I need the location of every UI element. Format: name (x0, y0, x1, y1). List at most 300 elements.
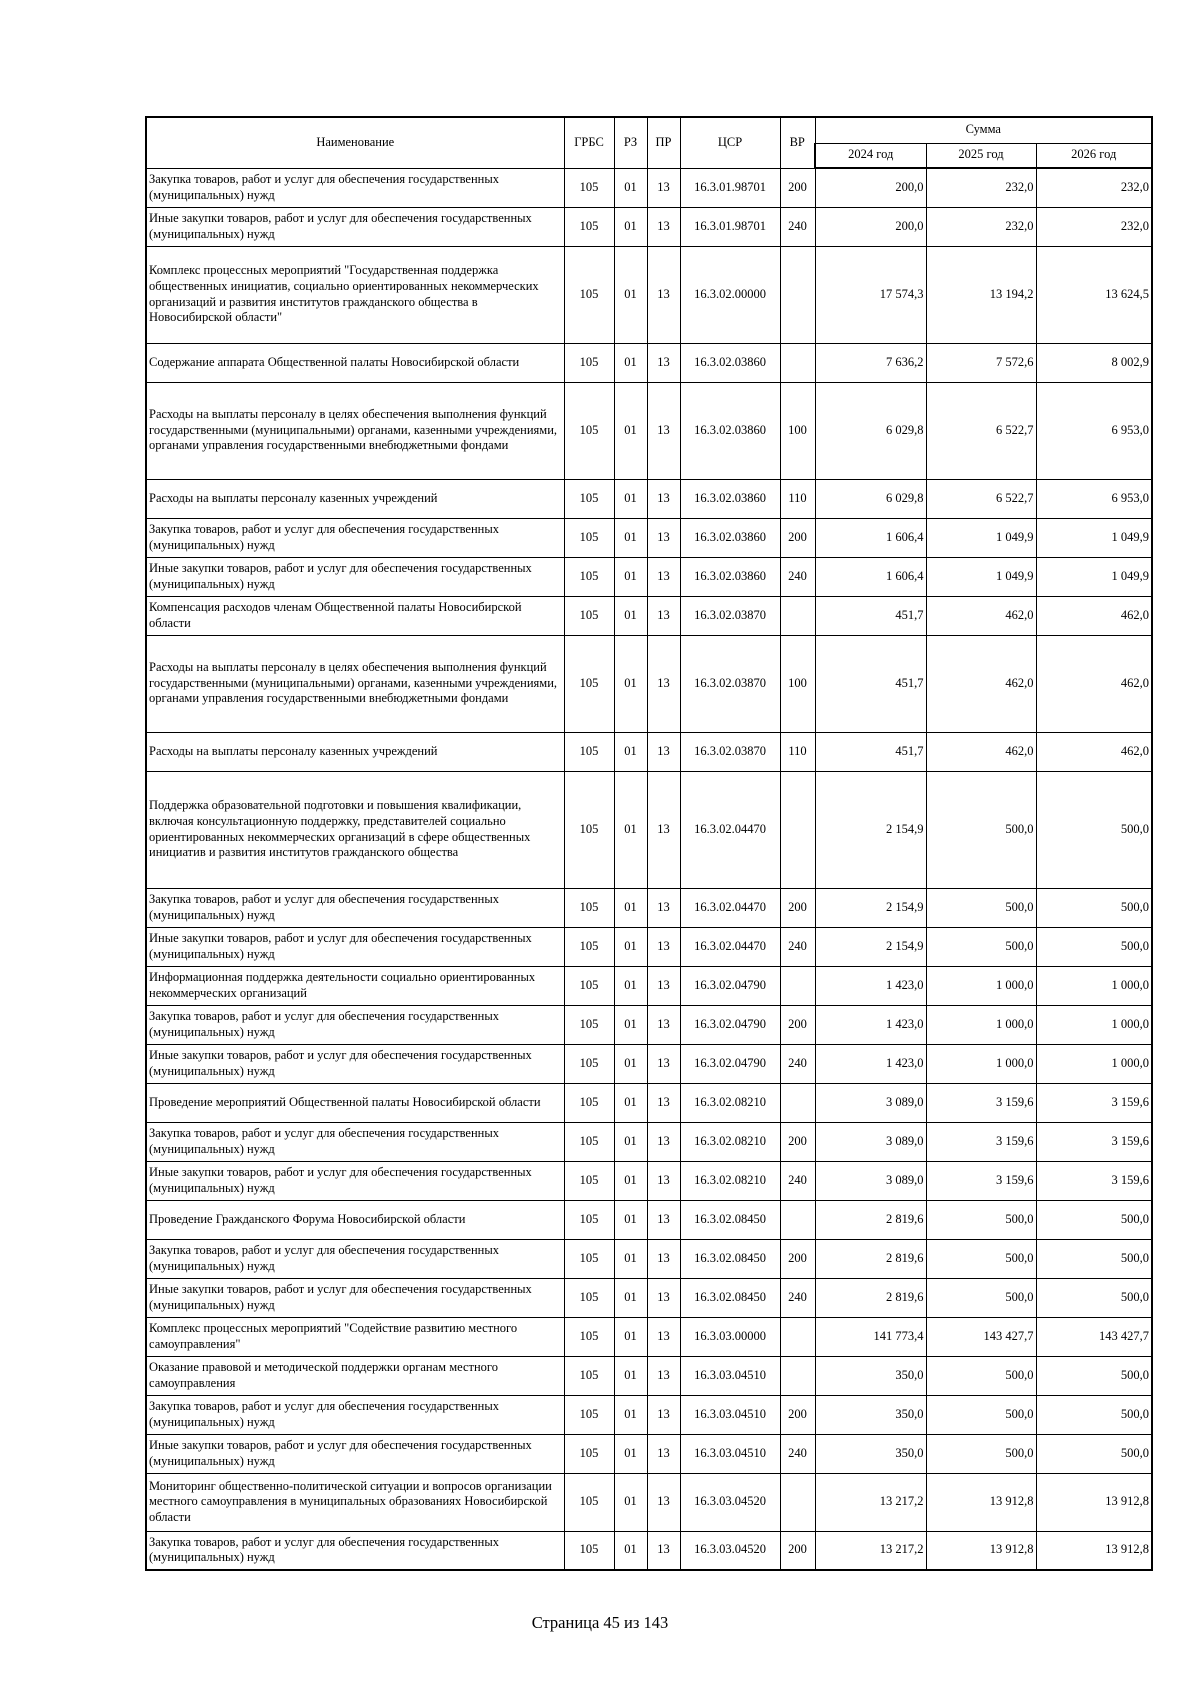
row-amount-2025: 1 049,9 (926, 557, 1036, 596)
row-amount-2024: 200,0 (815, 207, 926, 246)
row-grbs: 105 (564, 382, 614, 479)
row-vr: 240 (780, 1161, 815, 1200)
row-rz: 01 (614, 1278, 647, 1317)
row-amount-2025: 500,0 (926, 1200, 1036, 1239)
row-amount-2026: 143 427,7 (1036, 1317, 1152, 1356)
row-grbs: 105 (564, 518, 614, 557)
table-row (146, 1395, 1152, 1434)
row-vr (780, 1083, 815, 1122)
row-pr: 13 (647, 382, 680, 479)
row-amount-2024: 1 606,4 (815, 557, 926, 596)
row-amount-2026: 6 953,0 (1036, 382, 1152, 479)
row-name: Иные закупки товаров, работ и услуг для обеспечения государственных (муниципальных) нужд (146, 1161, 564, 1200)
row-vr (780, 246, 815, 343)
row-amount-2024: 451,7 (815, 732, 926, 771)
row-rz: 01 (614, 343, 647, 382)
header-sum: Сумма (815, 117, 1152, 143)
row-name: Проведение Гражданского Форума Новосибирской области (146, 1200, 564, 1239)
row-amount-2026: 13 912,8 (1036, 1473, 1152, 1531)
row-csr: 16.3.02.08450 (680, 1200, 780, 1239)
row-grbs: 105 (564, 1044, 614, 1083)
row-vr: 200 (780, 518, 815, 557)
row-amount-2024: 13 217,2 (815, 1531, 926, 1570)
table-row (146, 927, 1152, 966)
row-csr: 16.3.02.03870 (680, 635, 780, 732)
row-csr: 16.3.02.04470 (680, 927, 780, 966)
row-grbs: 105 (564, 1395, 614, 1434)
row-name: Информационная поддержка деятельности социально ориентированных некоммерческих организаций (146, 966, 564, 1005)
row-grbs: 105 (564, 207, 614, 246)
row-amount-2026: 1 049,9 (1036, 518, 1152, 557)
row-csr: 16.3.03.04520 (680, 1531, 780, 1570)
table-row (146, 1200, 1152, 1239)
row-amount-2024: 6 029,8 (815, 382, 926, 479)
row-csr: 16.3.01.98701 (680, 207, 780, 246)
row-amount-2025: 13 912,8 (926, 1473, 1036, 1531)
row-amount-2026: 232,0 (1036, 168, 1152, 207)
row-amount-2024: 3 089,0 (815, 1122, 926, 1161)
row-rz: 01 (614, 927, 647, 966)
row-csr: 16.3.02.04790 (680, 1044, 780, 1083)
row-grbs: 105 (564, 1122, 614, 1161)
row-rz: 01 (614, 557, 647, 596)
row-grbs: 105 (564, 1531, 614, 1570)
table-row (146, 246, 1152, 343)
row-amount-2025: 462,0 (926, 732, 1036, 771)
row-pr: 13 (647, 246, 680, 343)
table-row (146, 557, 1152, 596)
table-row (146, 732, 1152, 771)
row-rz: 01 (614, 246, 647, 343)
row-name: Иные закупки товаров, работ и услуг для обеспечения государственных (муниципальных) нужд (146, 557, 564, 596)
row-amount-2025: 500,0 (926, 927, 1036, 966)
row-name: Оказание правовой и методической поддержки органам местного самоуправления (146, 1356, 564, 1395)
row-vr: 110 (780, 479, 815, 518)
row-amount-2024: 350,0 (815, 1356, 926, 1395)
row-amount-2024: 3 089,0 (815, 1083, 926, 1122)
row-name: Иные закупки товаров, работ и услуг для обеспечения государственных (муниципальных) нужд (146, 1044, 564, 1083)
table-row (146, 771, 1152, 888)
row-name: Расходы на выплаты персоналу казенных учреждений (146, 479, 564, 518)
row-name: Проведение мероприятий Общественной палаты Новосибирской области (146, 1083, 564, 1122)
row-vr (780, 1200, 815, 1239)
row-name: Закупка товаров, работ и услуг для обеспечения государственных (муниципальных) нужд (146, 888, 564, 927)
row-rz: 01 (614, 1161, 647, 1200)
row-csr: 16.3.03.04510 (680, 1356, 780, 1395)
header-pr: ПР (647, 117, 680, 168)
row-pr: 13 (647, 207, 680, 246)
row-vr (780, 343, 815, 382)
row-amount-2025: 3 159,6 (926, 1083, 1036, 1122)
row-amount-2025: 13 912,8 (926, 1531, 1036, 1570)
row-grbs: 105 (564, 732, 614, 771)
budget-table (145, 116, 1153, 1571)
row-amount-2025: 13 194,2 (926, 246, 1036, 343)
row-amount-2024: 2 154,9 (815, 888, 926, 927)
row-rz: 01 (614, 732, 647, 771)
row-grbs: 105 (564, 557, 614, 596)
row-amount-2024: 1 423,0 (815, 966, 926, 1005)
row-amount-2026: 1 049,9 (1036, 557, 1152, 596)
row-grbs: 105 (564, 479, 614, 518)
row-pr: 13 (647, 518, 680, 557)
table-row (146, 207, 1152, 246)
row-pr: 13 (647, 927, 680, 966)
header-grbs: ГРБС (564, 117, 614, 168)
row-amount-2025: 500,0 (926, 888, 1036, 927)
row-rz: 01 (614, 1473, 647, 1531)
row-csr: 16.3.02.08450 (680, 1278, 780, 1317)
row-rz: 01 (614, 1239, 647, 1278)
row-csr: 16.3.02.08210 (680, 1083, 780, 1122)
row-pr: 13 (647, 1200, 680, 1239)
row-amount-2025: 232,0 (926, 168, 1036, 207)
row-vr (780, 1317, 815, 1356)
header-csr: ЦСР (680, 117, 780, 168)
row-grbs: 105 (564, 343, 614, 382)
row-vr (780, 596, 815, 635)
table-row (146, 1239, 1152, 1278)
row-pr: 13 (647, 771, 680, 888)
table-row (146, 635, 1152, 732)
row-amount-2026: 232,0 (1036, 207, 1152, 246)
table-row (146, 1122, 1152, 1161)
row-name: Иные закупки товаров, работ и услуг для обеспечения государственных (муниципальных) нужд (146, 1278, 564, 1317)
row-amount-2025: 232,0 (926, 207, 1036, 246)
row-amount-2024: 6 029,8 (815, 479, 926, 518)
row-amount-2024: 200,0 (815, 168, 926, 207)
row-pr: 13 (647, 596, 680, 635)
row-amount-2025: 6 522,7 (926, 382, 1036, 479)
row-csr: 16.3.02.03870 (680, 596, 780, 635)
row-amount-2025: 500,0 (926, 1239, 1036, 1278)
row-vr: 100 (780, 635, 815, 732)
header-2024: 2024 год (815, 143, 926, 168)
row-vr: 100 (780, 382, 815, 479)
row-pr: 13 (647, 557, 680, 596)
row-amount-2025: 3 159,6 (926, 1122, 1036, 1161)
row-vr: 200 (780, 1239, 815, 1278)
row-csr: 16.3.01.98701 (680, 168, 780, 207)
row-rz: 01 (614, 1083, 647, 1122)
table-row (146, 168, 1152, 207)
row-csr: 16.3.03.00000 (680, 1317, 780, 1356)
table-row (146, 1434, 1152, 1473)
row-amount-2026: 462,0 (1036, 635, 1152, 732)
row-amount-2025: 7 572,6 (926, 343, 1036, 382)
row-amount-2024: 451,7 (815, 596, 926, 635)
row-amount-2025: 3 159,6 (926, 1161, 1036, 1200)
row-csr: 16.3.02.04470 (680, 888, 780, 927)
row-grbs: 105 (564, 1356, 614, 1395)
row-amount-2026: 1 000,0 (1036, 1005, 1152, 1044)
row-vr: 200 (780, 168, 815, 207)
row-pr: 13 (647, 732, 680, 771)
row-vr: 200 (780, 1005, 815, 1044)
row-amount-2024: 3 089,0 (815, 1161, 926, 1200)
row-rz: 01 (614, 479, 647, 518)
row-vr: 240 (780, 557, 815, 596)
header-2025: 2025 год (926, 143, 1036, 168)
row-vr: 240 (780, 1044, 815, 1083)
row-csr: 16.3.03.04510 (680, 1434, 780, 1473)
row-amount-2026: 6 953,0 (1036, 479, 1152, 518)
row-amount-2026: 3 159,6 (1036, 1161, 1152, 1200)
row-pr: 13 (647, 1473, 680, 1531)
row-csr: 16.3.02.03860 (680, 343, 780, 382)
row-amount-2025: 500,0 (926, 1434, 1036, 1473)
row-vr (780, 1473, 815, 1531)
row-pr: 13 (647, 966, 680, 1005)
row-csr: 16.3.02.03860 (680, 479, 780, 518)
row-vr: 240 (780, 207, 815, 246)
table-row (146, 1531, 1152, 1570)
row-amount-2024: 2 819,6 (815, 1278, 926, 1317)
table-row (146, 1161, 1152, 1200)
row-pr: 13 (647, 1434, 680, 1473)
row-amount-2024: 1 423,0 (815, 1044, 926, 1083)
row-name: Мониторинг общественно-политической ситуации и вопросов организации местного самоуправления в муниципальных образованиях Новосибирской области (146, 1473, 564, 1531)
row-pr: 13 (647, 168, 680, 207)
row-grbs: 105 (564, 635, 614, 732)
table-row (146, 966, 1152, 1005)
row-name: Поддержка образовательной подготовки и повышения квалификации, включая консультационную поддержку, представителей социально ориентированных некоммерческих организаций в сфере общественных инициатив и развития институтов гражданского общества (146, 771, 564, 888)
row-grbs: 105 (564, 1239, 614, 1278)
row-vr (780, 966, 815, 1005)
header-name: Наименование (146, 117, 564, 168)
table-row (146, 382, 1152, 479)
row-grbs: 105 (564, 888, 614, 927)
row-amount-2025: 1 000,0 (926, 966, 1036, 1005)
row-name: Расходы на выплаты персоналу казенных учреждений (146, 732, 564, 771)
row-vr: 200 (780, 1122, 815, 1161)
row-amount-2025: 143 427,7 (926, 1317, 1036, 1356)
row-amount-2025: 1 049,9 (926, 518, 1036, 557)
row-amount-2026: 1 000,0 (1036, 966, 1152, 1005)
row-amount-2026: 13 912,8 (1036, 1531, 1152, 1570)
row-name: Расходы на выплаты персоналу в целях обеспечения выполнения функций государственными (муниципальными) органами, казенными учреждениями, органами управления государственными внебюджетными фондами (146, 382, 564, 479)
row-name: Закупка товаров, работ и услуг для обеспечения государственных (муниципальных) нужд (146, 1122, 564, 1161)
row-pr: 13 (647, 1356, 680, 1395)
row-name: Расходы на выплаты персоналу в целях обеспечения выполнения функций государственными (муниципальными) органами, казенными учреждениями, органами управления государственными внебюджетными фондами (146, 635, 564, 732)
row-amount-2025: 500,0 (926, 1278, 1036, 1317)
row-pr: 13 (647, 1317, 680, 1356)
row-amount-2026: 500,0 (1036, 1278, 1152, 1317)
row-amount-2024: 2 154,9 (815, 927, 926, 966)
row-rz: 01 (614, 168, 647, 207)
row-vr: 240 (780, 1278, 815, 1317)
row-name: Закупка товаров, работ и услуг для обеспечения государственных (муниципальных) нужд (146, 1239, 564, 1278)
row-pr: 13 (647, 635, 680, 732)
row-pr: 13 (647, 1122, 680, 1161)
row-rz: 01 (614, 596, 647, 635)
row-pr: 13 (647, 1278, 680, 1317)
row-amount-2026: 500,0 (1036, 1434, 1152, 1473)
row-amount-2026: 500,0 (1036, 1356, 1152, 1395)
row-grbs: 105 (564, 1473, 614, 1531)
row-grbs: 105 (564, 1083, 614, 1122)
row-amount-2026: 13 624,5 (1036, 246, 1152, 343)
row-amount-2025: 500,0 (926, 771, 1036, 888)
row-rz: 01 (614, 1356, 647, 1395)
row-amount-2025: 500,0 (926, 1395, 1036, 1434)
row-vr: 200 (780, 1395, 815, 1434)
row-csr: 16.3.02.03860 (680, 557, 780, 596)
table-header (146, 117, 1152, 168)
row-csr: 16.3.02.04790 (680, 1005, 780, 1044)
row-amount-2024: 350,0 (815, 1395, 926, 1434)
row-name: Закупка товаров, работ и услуг для обеспечения государственных (муниципальных) нужд (146, 1395, 564, 1434)
row-amount-2024: 141 773,4 (815, 1317, 926, 1356)
row-amount-2026: 3 159,6 (1036, 1083, 1152, 1122)
table-row (146, 888, 1152, 927)
row-csr: 16.3.02.08210 (680, 1161, 780, 1200)
row-csr: 16.3.03.04510 (680, 1395, 780, 1434)
row-vr (780, 1356, 815, 1395)
row-pr: 13 (647, 1044, 680, 1083)
row-rz: 01 (614, 1531, 647, 1570)
row-vr: 240 (780, 1434, 815, 1473)
row-csr: 16.3.02.03860 (680, 518, 780, 557)
row-csr: 16.3.02.03870 (680, 732, 780, 771)
row-amount-2025: 6 522,7 (926, 479, 1036, 518)
table-row (146, 596, 1152, 635)
table-row (146, 479, 1152, 518)
row-name: Закупка товаров, работ и услуг для обеспечения государственных (муниципальных) нужд (146, 168, 564, 207)
row-amount-2025: 462,0 (926, 635, 1036, 732)
row-pr: 13 (647, 1531, 680, 1570)
row-amount-2025: 500,0 (926, 1356, 1036, 1395)
row-grbs: 105 (564, 771, 614, 888)
row-csr: 16.3.02.04470 (680, 771, 780, 888)
row-amount-2024: 1 423,0 (815, 1005, 926, 1044)
row-name: Компенсация расходов членам Общественной палаты Новосибирской области (146, 596, 564, 635)
row-amount-2024: 7 636,2 (815, 343, 926, 382)
table-row (146, 343, 1152, 382)
row-vr: 110 (780, 732, 815, 771)
row-grbs: 105 (564, 1434, 614, 1473)
row-amount-2025: 1 000,0 (926, 1005, 1036, 1044)
row-csr: 16.3.03.04520 (680, 1473, 780, 1531)
row-rz: 01 (614, 382, 647, 479)
row-pr: 13 (647, 1239, 680, 1278)
row-amount-2026: 462,0 (1036, 732, 1152, 771)
row-vr (780, 771, 815, 888)
row-rz: 01 (614, 635, 647, 732)
row-pr: 13 (647, 1161, 680, 1200)
row-name: Комплекс процессных мероприятий "Содействие развитию местного самоуправления" (146, 1317, 564, 1356)
header-2026: 2026 год (1036, 143, 1152, 168)
row-name: Иные закупки товаров, работ и услуг для обеспечения государственных (муниципальных) нужд (146, 927, 564, 966)
row-csr: 16.3.02.00000 (680, 246, 780, 343)
row-amount-2024: 350,0 (815, 1434, 926, 1473)
row-amount-2026: 1 000,0 (1036, 1044, 1152, 1083)
row-grbs: 105 (564, 966, 614, 1005)
row-amount-2026: 500,0 (1036, 1395, 1152, 1434)
table-row (146, 1044, 1152, 1083)
row-pr: 13 (647, 1005, 680, 1044)
row-name: Иные закупки товаров, работ и услуг для обеспечения государственных (муниципальных) нужд (146, 207, 564, 246)
header-rz: РЗ (614, 117, 647, 168)
row-name: Комплекс процессных мероприятий "Государственная поддержка общественных инициатив, социально ориентированных некоммерческих организаций и развития институтов гражданского общества в Новосибирской области" (146, 246, 564, 343)
row-grbs: 105 (564, 246, 614, 343)
row-rz: 01 (614, 1395, 647, 1434)
row-csr: 16.3.02.08450 (680, 1239, 780, 1278)
row-grbs: 105 (564, 596, 614, 635)
row-csr: 16.3.02.04790 (680, 966, 780, 1005)
row-amount-2026: 3 159,6 (1036, 1122, 1152, 1161)
row-amount-2024: 2 819,6 (815, 1200, 926, 1239)
row-amount-2025: 1 000,0 (926, 1044, 1036, 1083)
row-rz: 01 (614, 207, 647, 246)
row-name: Закупка товаров, работ и услуг для обеспечения государственных (муниципальных) нужд (146, 1531, 564, 1570)
table-row (146, 1083, 1152, 1122)
row-rz: 01 (614, 966, 647, 1005)
table-row (146, 1005, 1152, 1044)
row-grbs: 105 (564, 1278, 614, 1317)
row-csr: 16.3.02.03860 (680, 382, 780, 479)
row-name: Закупка товаров, работ и услуг для обеспечения государственных (муниципальных) нужд (146, 518, 564, 557)
table-row (146, 1278, 1152, 1317)
row-vr: 200 (780, 1531, 815, 1570)
row-rz: 01 (614, 771, 647, 888)
row-amount-2024: 17 574,3 (815, 246, 926, 343)
table-row (146, 1317, 1152, 1356)
row-rz: 01 (614, 1005, 647, 1044)
row-amount-2025: 462,0 (926, 596, 1036, 635)
page-number: Страница 45 из 143 (531, 1613, 669, 1632)
row-rz: 01 (614, 1200, 647, 1239)
row-amount-2026: 8 002,9 (1036, 343, 1152, 382)
row-pr: 13 (647, 1083, 680, 1122)
row-vr: 200 (780, 888, 815, 927)
row-amount-2024: 2 154,9 (815, 771, 926, 888)
row-csr: 16.3.02.08210 (680, 1122, 780, 1161)
row-name: Закупка товаров, работ и услуг для обеспечения государственных (муниципальных) нужд (146, 1005, 564, 1044)
row-rz: 01 (614, 1434, 647, 1473)
row-amount-2024: 13 217,2 (815, 1473, 926, 1531)
row-rz: 01 (614, 888, 647, 927)
row-vr: 240 (780, 927, 815, 966)
row-grbs: 105 (564, 168, 614, 207)
row-pr: 13 (647, 343, 680, 382)
row-rz: 01 (614, 518, 647, 557)
row-rz: 01 (614, 1044, 647, 1083)
table-row (146, 518, 1152, 557)
row-name: Содержание аппарата Общественной палаты Новосибирской области (146, 343, 564, 382)
table-body (146, 168, 1152, 1570)
row-rz: 01 (614, 1122, 647, 1161)
row-pr: 13 (647, 1395, 680, 1434)
table-row (146, 1473, 1152, 1531)
row-name: Иные закупки товаров, работ и услуг для обеспечения государственных (муниципальных) нужд (146, 1434, 564, 1473)
row-amount-2026: 500,0 (1036, 1200, 1152, 1239)
row-amount-2024: 1 606,4 (815, 518, 926, 557)
row-grbs: 105 (564, 1200, 614, 1239)
row-amount-2026: 500,0 (1036, 1239, 1152, 1278)
row-grbs: 105 (564, 1005, 614, 1044)
row-amount-2026: 462,0 (1036, 596, 1152, 635)
row-amount-2024: 451,7 (815, 635, 926, 732)
row-amount-2026: 500,0 (1036, 888, 1152, 927)
header-vr: ВР (780, 117, 815, 168)
row-amount-2024: 2 819,6 (815, 1239, 926, 1278)
row-grbs: 105 (564, 927, 614, 966)
row-amount-2026: 500,0 (1036, 771, 1152, 888)
row-rz: 01 (614, 1317, 647, 1356)
row-pr: 13 (647, 888, 680, 927)
row-grbs: 105 (564, 1161, 614, 1200)
